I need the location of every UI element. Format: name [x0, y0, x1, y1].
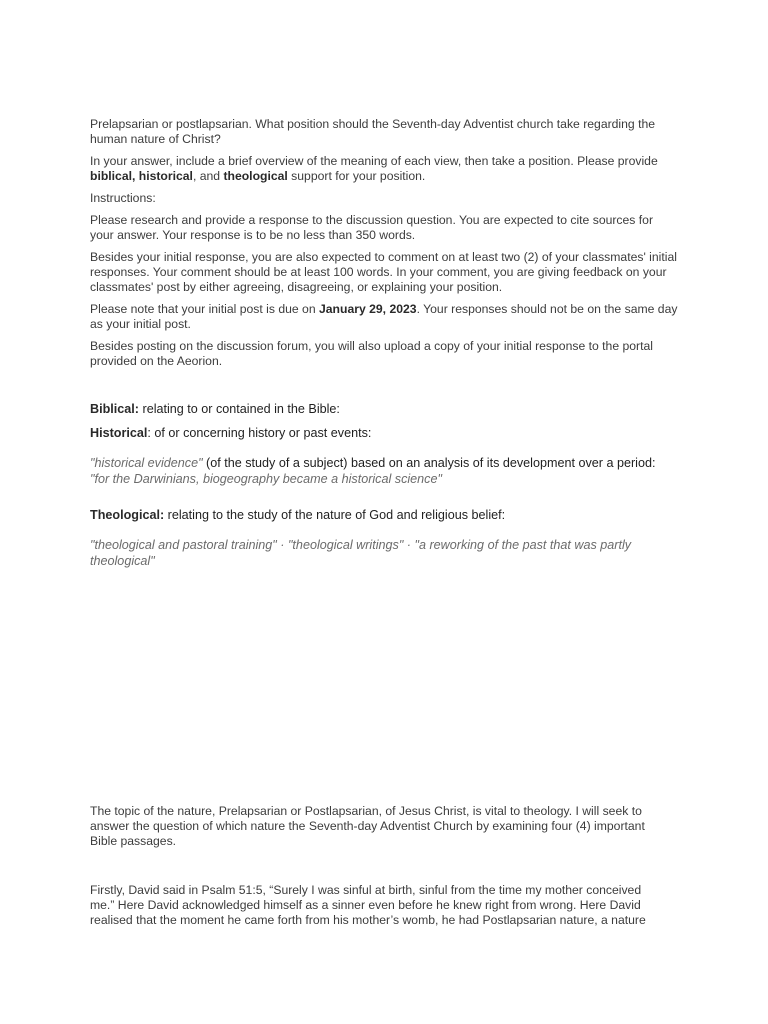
discussion-question: Prelapsarian or postlapsarian. What position should the Seventh-day Adventist church take regarding the human nature of Christ?	[90, 117, 656, 146]
instruction-comments: Besides your initial response, you are also expected to comment on at least two (2) of your classmates' initial responses. Your comment should be at least 100 words. In your comment, you are giving feedback on your classmates' post by either agreeing, disagreeing, or explaining your position.	[90, 250, 677, 294]
instruction-upload: Besides posting on the discussion forum, you will also upload a copy of your initial response to the portal provided on the Aeorion.	[90, 339, 653, 368]
definition-theological: Theological: relating to the study of the nature of God and religious belief:	[90, 508, 506, 522]
essay-body	[90, 804, 668, 962]
answer-requirements: In your answer, include a brief overview of the meaning of each view, then take a position. Please provide biblical, historical, and theological support for your position.	[90, 154, 658, 183]
essay-paragraph-psalm: Firstly, David said in Psalm 51:5, “Surely I was sinful at birth, sinful from the time my mother conceived me.” Here David acknowledged himself as a sinner even before he knew right from wrong. Here David realised that the moment he came forth from his mother’s womb, he had Postlapsarian nature, a nature	[90, 883, 646, 927]
instruction-due-date: Please note that your initial post is due on January 29, 2023. Your responses should not be on the same day as your initial post.	[90, 302, 678, 331]
definition-biblical: Biblical: relating to or contained in the Bible:	[90, 402, 340, 416]
assignment-prompt	[90, 117, 678, 577]
bold-biblical-historical: biblical, historical	[90, 169, 193, 183]
historical-example-1: "historical evidence"	[90, 456, 203, 470]
historical-sense: (of the study of a subject) based on an analysis of its development over a period:	[202, 456, 656, 470]
historical-examples	[90, 455, 678, 487]
instruction-research: Please research and provide a response to the discussion question. You are expected to cite sources for your answer. Your response is to be no less than 350 words.	[90, 213, 654, 242]
essay-paragraph-intro: The topic of the nature, Prelapsarian or Postlapsarian, of Jesus Christ, is vital to theology. I will seek to answer the question of which nature the Seventh-day Adventist Church by examining four (4) important Bible passages.	[90, 804, 645, 848]
instructions-label: Instructions:	[90, 191, 156, 205]
definitions-section	[90, 401, 678, 569]
theological-examples: "theological and pastoral training" · "theological writings" · "a reworking of the past that was partly theological"	[90, 538, 632, 568]
bold-theological: theological	[223, 169, 288, 183]
historical-example-2: "for the Darwinians, biogeography became a historical science"	[90, 472, 442, 486]
due-date: January 29, 2023	[319, 302, 417, 316]
definition-historical: Historical: of or concerning history or past events:	[90, 426, 372, 440]
